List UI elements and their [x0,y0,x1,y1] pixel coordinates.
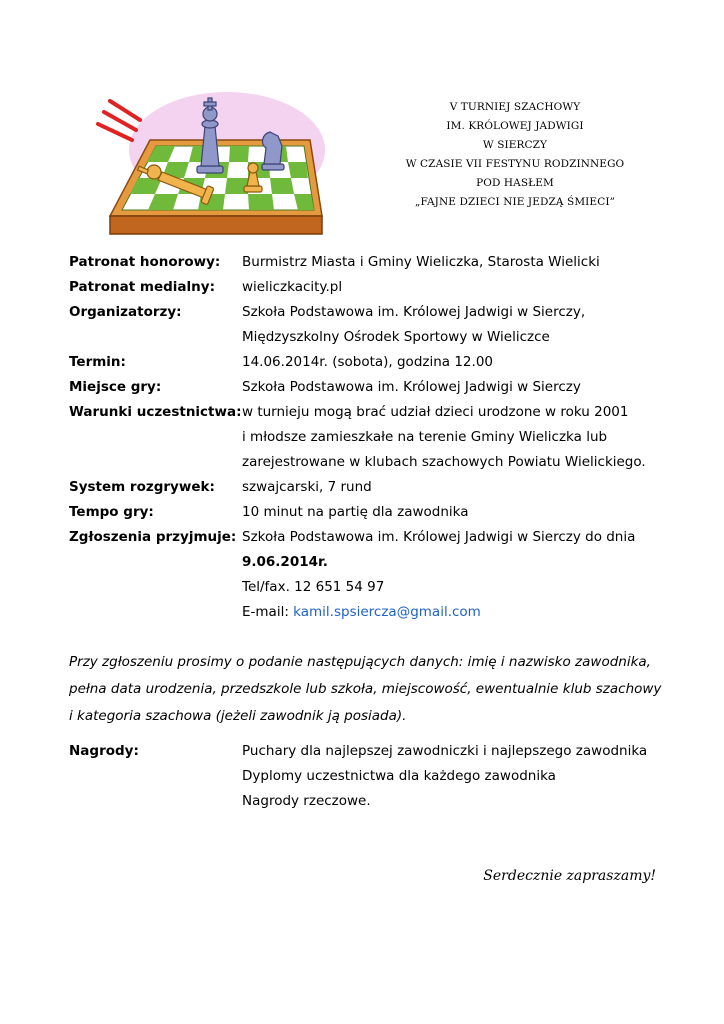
details-section [69,250,689,625]
title-line: POD HASŁEM [476,177,554,189]
detail-row-warunki [69,400,689,475]
detail-label: Termin: [69,354,126,370]
detail-label: Patronat medialny: [69,279,215,295]
detail-label: Warunki uczestnictwa: [69,404,242,420]
title-line: V TURNIEJ SZACHOWY [449,101,581,113]
prize-item: Nagrody rzeczowe. [242,793,371,809]
detail-value: w turnieju mogą brać udział dzieci urodzone w roku 2001 [242,404,629,420]
closing-text: Serdecznie zapraszamy! [483,868,656,884]
registration-deadline: 9.06.2014r. [242,554,328,570]
detail-label: Organizatorzy: [69,304,182,320]
title-line: W SIERCZY [482,139,548,151]
document-title [390,98,640,212]
detail-row-miejsce-gry [69,375,689,400]
detail-value: zarejestrowane w klubach szachowych Powiatu Wielickiego. [242,454,646,470]
detail-label: Tempo gry: [69,504,154,520]
detail-value: Szkoła Podstawowa im. Królowej Jadwigi w Sierczy, [242,304,586,320]
detail-value: Międzyszkolny Ośrodek Sportowy w Wieliczce [242,329,550,345]
title-line: IM. KRÓLOWEJ JADWIGI [446,120,584,132]
detail-label: Zgłoszenia przyjmuje: [69,529,237,545]
detail-row-system [69,475,689,500]
title-line: „FAJNE DZIECI NIE JEDZĄ ŚMIECI” [414,196,616,208]
detail-value: Szkoła Podstawowa im. Królowej Jadwigi w Sierczy [242,379,581,395]
prize-item: Puchary dla najlepszej zawodniczki i najlepszego zawodnika [242,743,648,759]
prizes-label: Nagrody: [69,743,139,759]
prizes-section [69,739,689,814]
detail-row-tempo [69,500,689,525]
detail-value: 10 minut na partię dla zawodnika [242,504,469,520]
note-line: i kategoria szachowa (jeżeli zawodnik ją posiada). [69,708,407,724]
detail-value: szwajcarski, 7 rund [242,479,372,495]
chessboard-illustration-icon [92,88,337,240]
detail-value: Szkoła Podstawowa im. Królowej Jadwigi w Sierczy do dnia [242,529,636,545]
email-link[interactable]: kamil.spsiercza@gmail.com [293,604,481,620]
detail-value: wieliczkacity.pl [242,279,343,295]
note-line: pełna data urodzenia, przedszkole lub szkoła, miejscowość, ewentualnie klub szachowy [69,681,662,697]
detail-row-patronat-medialny [69,275,689,300]
detail-row-termin [69,350,689,375]
detail-row-patronat-honorowy [69,250,689,275]
detail-value: Burmistrz Miasta i Gminy Wieliczka, Starosta Wielicki [242,254,600,270]
registration-note [69,649,689,730]
note-line: Przy zgłoszeniu prosimy o podanie następujących danych: imię i nazwisko zawodnika, [69,654,651,670]
detail-label: Patronat honorowy: [69,254,221,270]
detail-value: 14.06.2014r. (sobota), godzina 12.00 [242,354,493,370]
detail-row-organizatorzy [69,300,689,350]
registration-phone: Tel/fax. 12 651 54 97 [242,579,385,595]
email-label: E-mail: [242,604,294,620]
detail-row-zgloszenia [69,525,689,625]
detail-value: i młodsze zamieszkałe na terenie Gminy Wieliczka lub [242,429,608,445]
detail-label: System rozgrywek: [69,479,215,495]
detail-label: Miejsce gry: [69,379,162,395]
title-line: W CZASIE VII FESTYNU RODZINNEGO [405,158,625,170]
prize-item: Dyplomy uczestnictwa dla każdego zawodnika [242,768,556,784]
